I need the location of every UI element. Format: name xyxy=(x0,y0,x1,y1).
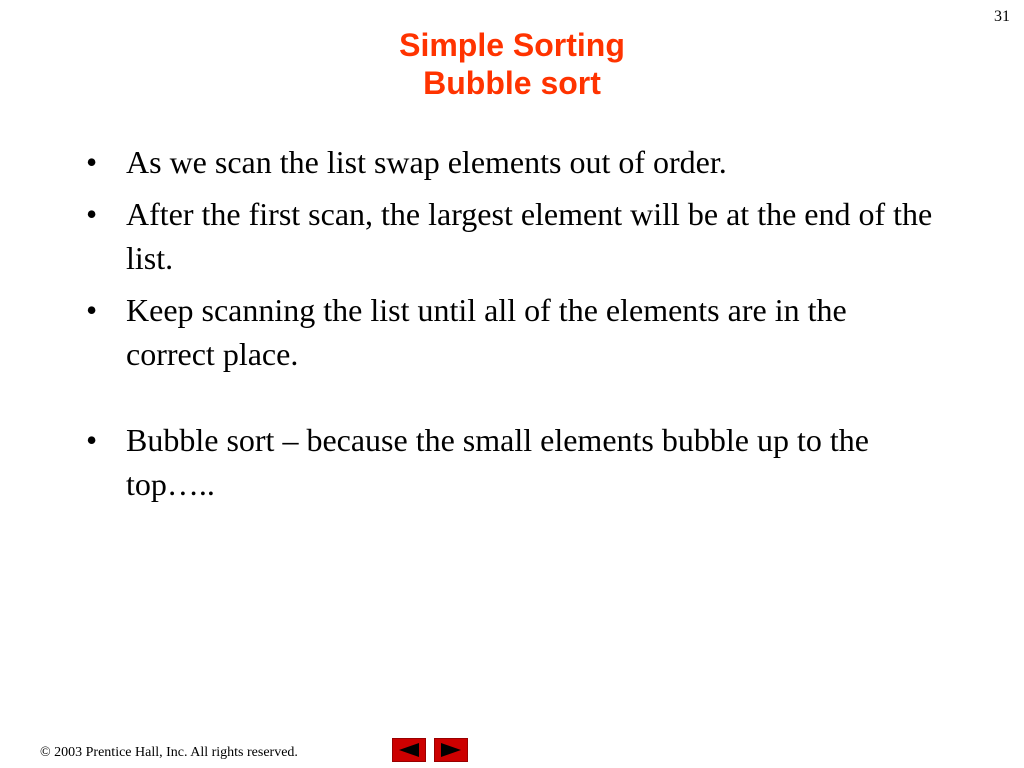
bullet-item xyxy=(82,288,942,376)
copyright-footer: © 2003 Prentice Hall, Inc. All rights reserved. xyxy=(40,745,298,760)
bullet-text: Bubble sort – because the small elements bubble up to the top….. xyxy=(126,422,869,502)
previous-slide-button[interactable] xyxy=(392,738,426,762)
next-slide-button[interactable] xyxy=(434,738,468,762)
title-line-1: Simple Sorting xyxy=(399,27,625,63)
bullet-dot: • xyxy=(86,292,98,328)
bullet-list xyxy=(82,140,942,514)
bullet-item xyxy=(82,418,942,506)
bullet-dot: • xyxy=(86,422,98,458)
title-line-2: Bubble sort xyxy=(423,65,601,101)
bullet-text: Keep scanning the list until all of the elements are in the correct place. xyxy=(126,292,847,372)
bullet-dot: • xyxy=(86,196,98,232)
bullet-item xyxy=(82,192,942,280)
bullet-text: As we scan the list swap elements out of order. xyxy=(126,144,727,180)
bullet-dot: • xyxy=(86,144,98,180)
bullet-text: After the first scan, the largest element will be at the end of the list. xyxy=(126,196,933,276)
slide-navigation xyxy=(392,738,468,762)
slide-title xyxy=(0,26,1024,102)
arrow-left-icon xyxy=(396,741,422,759)
arrow-right-icon xyxy=(438,741,464,759)
bullet-item xyxy=(82,140,942,184)
slide-number: 31 xyxy=(994,8,1010,25)
